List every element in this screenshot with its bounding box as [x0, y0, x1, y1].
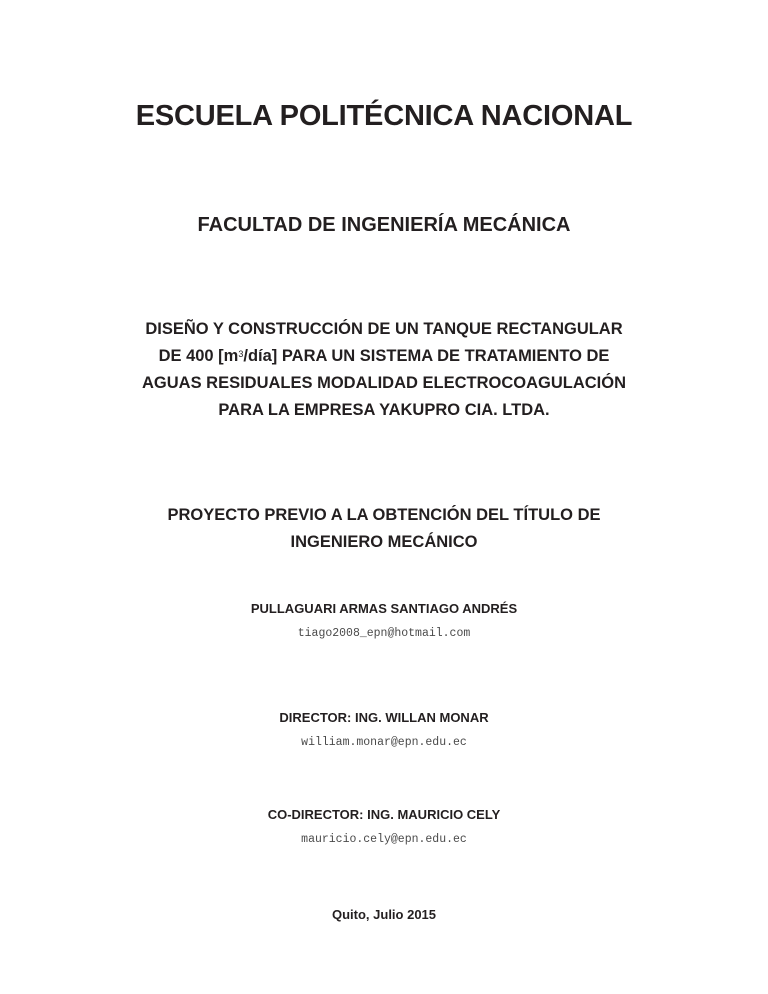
director-email[interactable]: william.monar@epn.edu.ec: [301, 736, 467, 749]
author-email[interactable]: tiago2008_epn@hotmail.com: [297, 627, 471, 640]
thesis-title: [134, 316, 634, 424]
director-name: DIRECTOR: ING. WILLAN MONAR: [279, 710, 489, 725]
author-name: PULLAGUARI ARMAS SANTIAGO ANDRÉS: [250, 601, 518, 616]
thesis-title-part1: DISEÑO Y CONSTRUCCIÓN DE UN TANQUE RECTANGULAR DE 400 [m: [145, 320, 623, 365]
codirector-name: CO-DIRECTOR: ING. MAURICIO CELY: [267, 807, 501, 822]
faculty-name: FACULTAD DE INGENIERÍA MECÁNICA: [197, 214, 571, 236]
place-date: Quito, Julio 2015: [331, 907, 437, 922]
degree-statement: PROYECTO PREVIO A LA OBTENCIÓN DEL TÍTULO DE INGENIERO MECÁNICO: [167, 506, 601, 551]
university-name: ESCUELA POLITÉCNICA NACIONAL: [135, 100, 633, 132]
thesis-title-superscript: 3: [238, 349, 244, 359]
thesis-title-part2: /día] PARA UN SISTEMA DE TRATAMIENTO DE AGUAS RESIDUALES MODALIDAD ELECTROCOAGULACIÓN PARA LA EMPRESA YAKUPRO CIA. LTDA.: [141, 347, 626, 419]
codirector-email[interactable]: mauricio.cely@epn.edu.ec: [301, 833, 467, 846]
